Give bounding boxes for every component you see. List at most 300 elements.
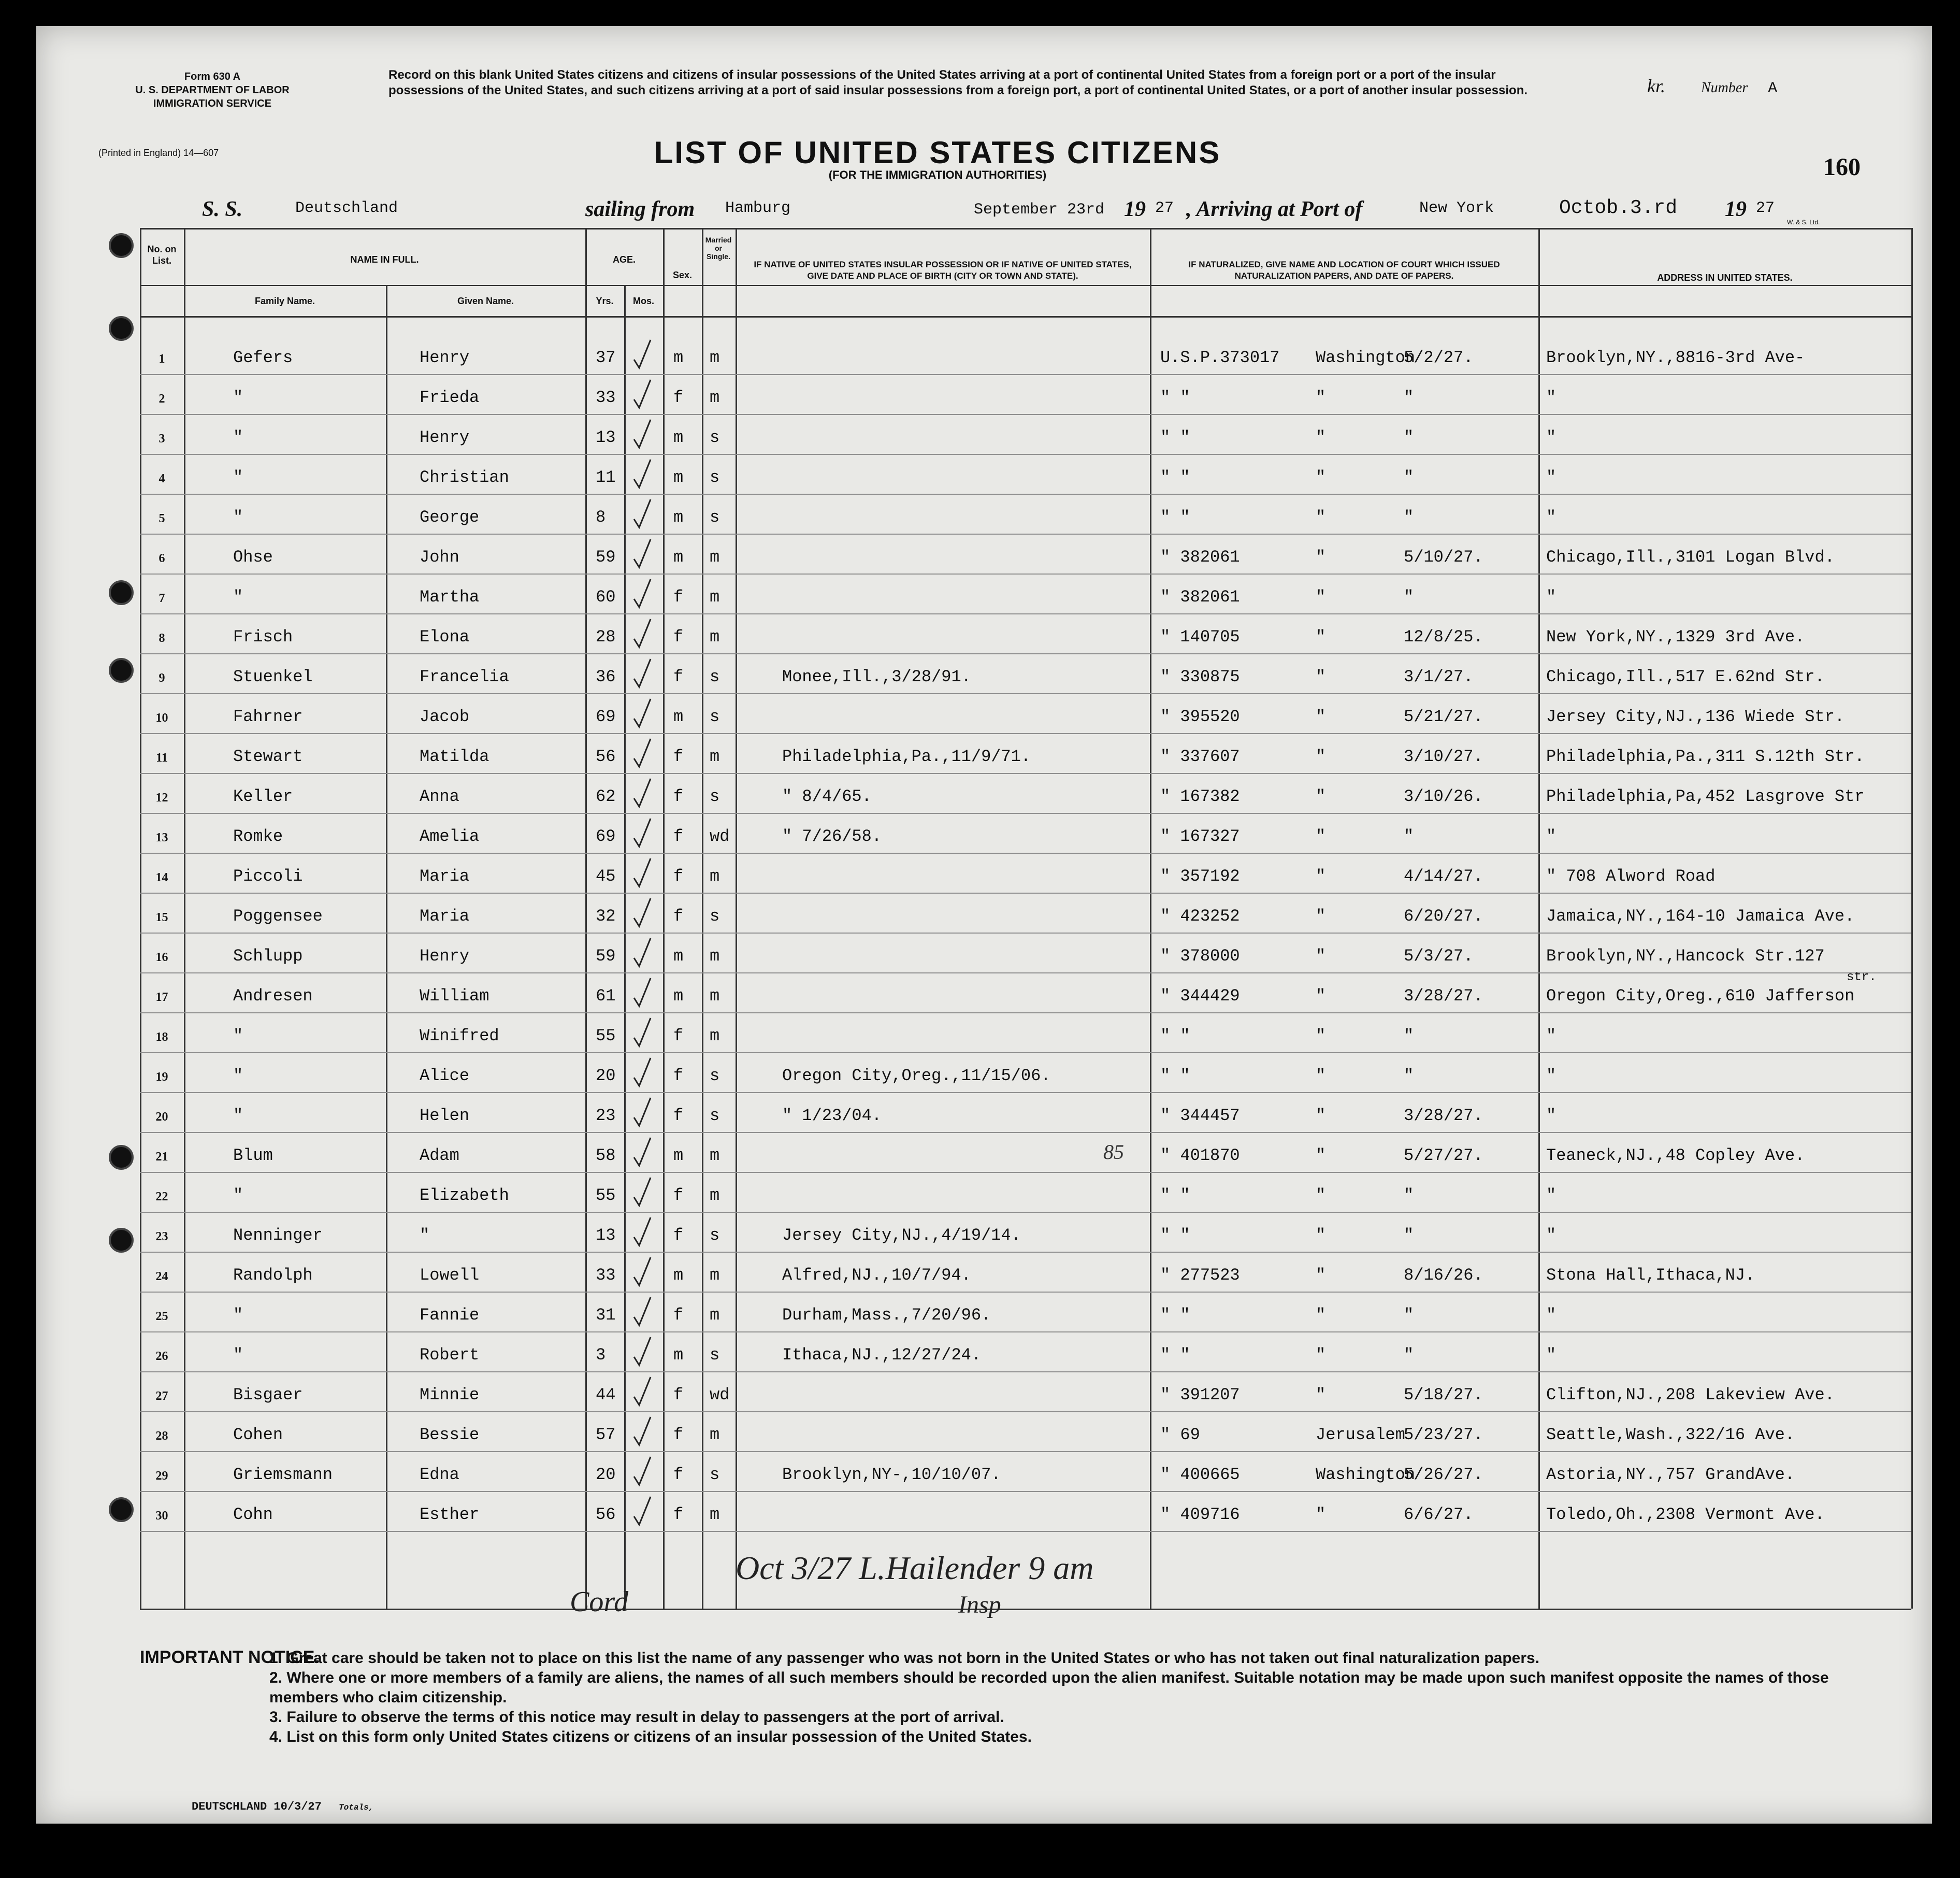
cell-nat2: " bbox=[1316, 747, 1326, 766]
row-rule bbox=[140, 414, 1911, 415]
cell-sex: f bbox=[673, 787, 684, 806]
cell-birth: Brooklyn,NY-,10/10/07. bbox=[782, 1465, 1001, 1484]
check-mark-icon bbox=[632, 976, 653, 1008]
row-rule bbox=[140, 1491, 1911, 1492]
row-rule bbox=[140, 574, 1911, 575]
cell-age: 20 bbox=[596, 1066, 616, 1085]
check-mark-icon bbox=[632, 1016, 653, 1048]
cell-nat1: " 69 bbox=[1160, 1425, 1200, 1444]
form-number: Form 630 A bbox=[184, 71, 241, 82]
check-mark-icon bbox=[632, 1136, 653, 1168]
cell-ms: m bbox=[710, 348, 720, 367]
cell-addr: Toledo,Oh.,2308 Vermont Ave. bbox=[1546, 1505, 1825, 1524]
check-mark-icon bbox=[632, 1175, 653, 1208]
cell-nat3: 5/10/27. bbox=[1404, 548, 1483, 567]
cell-given: Frieda bbox=[420, 388, 480, 407]
cell-no: 28 bbox=[155, 1429, 168, 1443]
cell-nat1: " 344457 bbox=[1160, 1106, 1240, 1125]
row-rule bbox=[140, 1012, 1911, 1013]
cell-ms: m bbox=[710, 548, 720, 567]
cell-no: 27 bbox=[155, 1389, 168, 1403]
cell-ms: m bbox=[710, 867, 720, 886]
col-header-native: IF NATIVE OF UNITED STATES INSULAR POSSESSION OR IF NATIVE OF UNITED STATES, GIVE DATE AND PLACE OF BIRTH (CITY OR TOWN AND STATE). bbox=[754, 260, 1132, 281]
col-header-name: NAME IN FULL. bbox=[350, 254, 419, 265]
col-rule bbox=[184, 228, 185, 1609]
cell-nat1: " 401870 bbox=[1160, 1146, 1240, 1165]
cell-nat3: 5/26/27. bbox=[1404, 1465, 1483, 1484]
check-mark-icon bbox=[632, 577, 653, 609]
cell-sex: m bbox=[673, 548, 684, 567]
cell-given: Winifred bbox=[420, 1026, 499, 1045]
table-bottom-rule bbox=[140, 1609, 1911, 1610]
cell-no: 12 bbox=[155, 791, 168, 805]
cell-family: " bbox=[233, 1306, 243, 1325]
cell-no: 18 bbox=[155, 1030, 168, 1044]
cell-nat3: 12/8/25. bbox=[1404, 627, 1483, 647]
header-bottom-rule bbox=[140, 316, 1911, 318]
cell-sex: f bbox=[673, 907, 684, 926]
cell-nat3: 5/18/27. bbox=[1404, 1385, 1483, 1404]
cell-nat3: 5/27/27. bbox=[1404, 1146, 1483, 1165]
arriving-label: , Arriving at Port of bbox=[1186, 197, 1363, 221]
cell-nat1: " 409716 bbox=[1160, 1505, 1240, 1524]
row-rule bbox=[140, 454, 1911, 455]
cell-sex: f bbox=[673, 1106, 684, 1125]
check-mark-icon bbox=[632, 378, 653, 410]
cell-given: George bbox=[420, 508, 480, 527]
cell-age: 8 bbox=[596, 508, 606, 527]
cell-age: 20 bbox=[596, 1465, 616, 1484]
important-notice bbox=[140, 1647, 1901, 1747]
cell-sex: m bbox=[673, 1266, 684, 1285]
cell-ms: s bbox=[710, 428, 720, 447]
cell-ms: m bbox=[710, 627, 720, 647]
row-rule bbox=[140, 613, 1911, 614]
cell-addr: Clifton,NJ.,208 Lakeview Ave. bbox=[1546, 1385, 1835, 1404]
row-rule bbox=[140, 933, 1911, 934]
date-to: Octob.3.rd bbox=[1559, 197, 1678, 219]
cell-age: 44 bbox=[596, 1385, 616, 1404]
cell-nat1: " " bbox=[1160, 1345, 1190, 1365]
check-mark-icon bbox=[632, 1295, 653, 1327]
cell-nat2: " bbox=[1316, 1106, 1326, 1125]
cell-ms: m bbox=[710, 1266, 720, 1285]
cell-nat2: " bbox=[1316, 548, 1326, 567]
cell-ms: wd bbox=[710, 827, 730, 846]
cell-nat3: 3/10/26. bbox=[1404, 787, 1483, 806]
cell-family: Randolph bbox=[233, 1266, 313, 1285]
cell-family: Schlupp bbox=[233, 947, 303, 966]
cell-family: Andresen bbox=[233, 986, 313, 1006]
notice-item: 3. Failure to observe the terms of this notice may result in delay to passengers at the port of arrival. bbox=[269, 1709, 1004, 1726]
check-mark-icon bbox=[632, 1255, 653, 1287]
cell-nat3: 3/28/27. bbox=[1404, 986, 1483, 1006]
cell-given: Anna bbox=[420, 787, 459, 806]
cell-nat2: " bbox=[1316, 827, 1326, 846]
cell-age: 3 bbox=[596, 1345, 606, 1365]
cell-nat3: 6/6/27. bbox=[1404, 1505, 1474, 1524]
cell-given: Helen bbox=[420, 1106, 470, 1125]
cell-nat3: " bbox=[1404, 508, 1414, 527]
notice-item: 4. List on this form only United States citizens or citizens of an insular possession of the United States. bbox=[269, 1728, 1032, 1745]
cell-no: 8 bbox=[158, 632, 165, 645]
cell-given: Bessie bbox=[420, 1425, 480, 1444]
cell-birth: Monee,Ill.,3/28/91. bbox=[782, 667, 971, 686]
cell-given: Edna bbox=[420, 1465, 459, 1484]
cell-age: 61 bbox=[596, 986, 616, 1006]
cell-nat1: " 277523 bbox=[1160, 1266, 1240, 1285]
cell-no: 24 bbox=[155, 1270, 168, 1283]
port-to: New York bbox=[1419, 199, 1494, 217]
cell-nat2: " bbox=[1316, 468, 1326, 487]
cell-nat3: 3/10/27. bbox=[1404, 747, 1483, 766]
cell-given: Maria bbox=[420, 867, 470, 886]
cell-ms: m bbox=[710, 1186, 720, 1205]
cell-age: 11 bbox=[596, 468, 616, 487]
col-rule bbox=[663, 228, 665, 1609]
cell-nat2: " bbox=[1316, 508, 1326, 527]
punch-hole bbox=[109, 658, 134, 683]
cell-addr: Chicago,Ill.,3101 Logan Blvd. bbox=[1546, 548, 1835, 567]
cell-sex: f bbox=[673, 1306, 684, 1325]
col-header-mos: Mos. bbox=[632, 296, 654, 306]
cell-given: Adam bbox=[420, 1146, 459, 1165]
cell-birth: Durham,Mass.,7/20/96. bbox=[782, 1306, 991, 1325]
cell-age: 45 bbox=[596, 867, 616, 886]
cell-nat3: " bbox=[1404, 428, 1414, 447]
row-rule bbox=[140, 693, 1911, 694]
row-rule bbox=[140, 1451, 1911, 1452]
cell-ms: m bbox=[710, 1505, 720, 1524]
number-value: A bbox=[1768, 80, 1778, 97]
cell-ms: m bbox=[710, 986, 720, 1006]
cell-no: 9 bbox=[158, 671, 165, 685]
cell-nat3: 4/14/27. bbox=[1404, 867, 1483, 886]
cell-nat2: " bbox=[1316, 867, 1326, 886]
cell-no: 11 bbox=[156, 751, 168, 765]
inspector-title: Insp bbox=[958, 1591, 1001, 1618]
page-title: LIST OF UNITED STATES CITIZENS bbox=[654, 135, 1221, 170]
cell-nat3: 8/16/26. bbox=[1404, 1266, 1483, 1285]
row-rule bbox=[140, 1172, 1911, 1173]
cell-family: " bbox=[233, 1345, 243, 1365]
cell-no: 26 bbox=[155, 1350, 168, 1363]
cell-ms: s bbox=[710, 1465, 720, 1484]
check-mark-icon bbox=[632, 338, 653, 370]
cell-sex: f bbox=[673, 1425, 684, 1444]
check-mark-icon bbox=[632, 816, 653, 849]
page-subtitle: (FOR THE IMMIGRATION AUTHORITIES) bbox=[828, 168, 1047, 181]
check-mark-icon bbox=[632, 1495, 653, 1527]
cell-no: 25 bbox=[155, 1310, 168, 1323]
cell-family: Cohen bbox=[233, 1425, 283, 1444]
cell-family: Cohn bbox=[233, 1505, 273, 1524]
list-number bbox=[1647, 75, 1777, 97]
table-right-rule bbox=[1911, 228, 1913, 1609]
cell-nat1: " 167382 bbox=[1160, 787, 1240, 806]
cell-given: Maria bbox=[420, 907, 470, 926]
cell-family: " bbox=[233, 587, 243, 607]
cell-given: Henry bbox=[420, 348, 470, 367]
cell-ms: s bbox=[710, 1066, 720, 1085]
cell-no: 21 bbox=[155, 1150, 168, 1164]
cell-sex: m bbox=[673, 1146, 684, 1165]
row-rule bbox=[140, 534, 1911, 535]
cell-birth: " 7/26/58. bbox=[782, 827, 882, 846]
cell-sex: m bbox=[673, 947, 684, 966]
printer-mark: W. & S. Ltd. bbox=[1787, 219, 1820, 226]
year-prefix-to: 19 bbox=[1725, 197, 1747, 221]
cell-no: 20 bbox=[155, 1110, 168, 1124]
cell-family: " bbox=[233, 508, 243, 527]
cell-nat3: " bbox=[1404, 468, 1414, 487]
cell-nat1: " 382061 bbox=[1160, 587, 1240, 607]
cell-given: Matilda bbox=[420, 747, 489, 766]
cell-given: Minnie bbox=[420, 1385, 480, 1404]
cell-addr: " bbox=[1546, 827, 1557, 846]
cell-family: " bbox=[233, 468, 243, 487]
initials-scribble: Cord bbox=[570, 1586, 629, 1618]
cell-birth: Philadelphia,Pa.,11/9/71. bbox=[782, 747, 1031, 766]
cell-nat2: " bbox=[1316, 388, 1326, 407]
row-rule bbox=[140, 773, 1911, 774]
col-rule bbox=[624, 285, 626, 1609]
cell-nat3: 5/23/27. bbox=[1404, 1425, 1483, 1444]
cell-ms: s bbox=[710, 1106, 720, 1125]
cell-ms: m bbox=[710, 1146, 720, 1165]
str-note: str. bbox=[1847, 970, 1877, 984]
row-rule bbox=[140, 972, 1911, 973]
col-header-family: Family Name. bbox=[254, 296, 315, 306]
cell-no: 29 bbox=[155, 1469, 168, 1483]
cell-nat3: 3/1/27. bbox=[1404, 667, 1474, 686]
cell-nat2: " bbox=[1316, 1026, 1326, 1045]
cell-nat2: Washington bbox=[1316, 1465, 1416, 1484]
cell-ms: m bbox=[710, 587, 720, 607]
cell-sex: m bbox=[673, 348, 684, 367]
cell-sex: m bbox=[673, 428, 684, 447]
notice-item: 1. Great care should be taken not to place on this list the name of any passenger who was not born in the United States or who has not taken out final naturalization papers. bbox=[269, 1650, 1540, 1667]
cell-addr: " bbox=[1546, 1186, 1557, 1205]
cell-addr: " bbox=[1546, 587, 1557, 607]
cell-family: Gefers bbox=[233, 348, 293, 367]
check-mark-icon bbox=[632, 1335, 653, 1367]
check-mark-icon bbox=[632, 1056, 653, 1088]
check-mark-icon bbox=[632, 1415, 653, 1447]
row-rule bbox=[140, 653, 1911, 654]
col-header-married: Married or Single. bbox=[705, 236, 732, 261]
cell-sex: m bbox=[673, 986, 684, 1006]
check-mark-icon bbox=[632, 497, 653, 529]
cell-sex: f bbox=[673, 1385, 684, 1404]
cell-addr: " bbox=[1546, 468, 1557, 487]
cell-nat1: " 391207 bbox=[1160, 1385, 1240, 1404]
cell-sex: f bbox=[673, 867, 684, 886]
cell-sex: f bbox=[673, 1066, 684, 1085]
check-mark-icon bbox=[632, 1455, 653, 1487]
cell-nat1: " " bbox=[1160, 388, 1190, 407]
cell-nat2: " bbox=[1316, 947, 1326, 966]
cell-sex: m bbox=[673, 1345, 684, 1365]
cell-nat2: " bbox=[1316, 1505, 1326, 1524]
cell-addr: " bbox=[1546, 1026, 1557, 1045]
cell-age: 55 bbox=[596, 1026, 616, 1045]
cell-ms: s bbox=[710, 667, 720, 686]
cell-sex: f bbox=[673, 1226, 684, 1245]
header-mid-rule bbox=[140, 285, 1911, 286]
cell-family: Stewart bbox=[233, 747, 303, 766]
cell-addr: Seattle,Wash.,322/16 Ave. bbox=[1546, 1425, 1795, 1444]
cell-given: Martha bbox=[420, 587, 480, 607]
check-mark-icon bbox=[632, 856, 653, 888]
cell-nat1: " 423252 bbox=[1160, 907, 1240, 926]
cell-addr: Chicago,Ill.,517 E.62nd Str. bbox=[1546, 667, 1825, 686]
cell-nat1: " 337607 bbox=[1160, 747, 1240, 766]
cell-given: Esther bbox=[420, 1505, 480, 1524]
check-mark-icon bbox=[632, 1375, 653, 1407]
date-from: September 23rd bbox=[974, 201, 1105, 219]
cell-birth: Jersey City,NJ.,4/19/14. bbox=[782, 1226, 1021, 1245]
port-from: Hamburg bbox=[725, 199, 791, 217]
cell-age: 32 bbox=[596, 907, 616, 926]
cell-no: 2 bbox=[158, 392, 165, 406]
cell-family: Ohse bbox=[233, 548, 273, 567]
check-mark-icon bbox=[632, 1096, 653, 1128]
cell-family: " bbox=[233, 1066, 243, 1085]
cell-nat2: " bbox=[1316, 1186, 1326, 1205]
col-rule bbox=[736, 228, 737, 1609]
cell-no: 10 bbox=[155, 711, 168, 725]
cell-age: 59 bbox=[596, 548, 616, 567]
col-header-yrs: Yrs. bbox=[596, 296, 614, 306]
cell-ms: m bbox=[710, 747, 720, 766]
cell-nat1: " " bbox=[1160, 428, 1190, 447]
cell-addr: Philadelphia,Pa.,311 S.12th Str. bbox=[1546, 747, 1865, 766]
row-rule bbox=[140, 853, 1911, 854]
col-header-naturalized: IF NATURALIZED, GIVE NAME AND LOCATION OF COURT WHICH ISSUED NATURALIZATION PAPERS, AND DATE OF PAPERS. bbox=[1188, 260, 1500, 281]
check-mark-icon bbox=[632, 617, 653, 649]
cell-given: Henry bbox=[420, 428, 470, 447]
punch-hole bbox=[109, 233, 134, 258]
cell-age: 60 bbox=[596, 587, 616, 607]
cell-ms: s bbox=[710, 468, 720, 487]
cell-no: 1 bbox=[158, 352, 165, 366]
cell-nat3: " bbox=[1404, 1066, 1414, 1085]
cell-family: " bbox=[233, 428, 243, 447]
cell-age: 37 bbox=[596, 348, 616, 367]
punch-hole bbox=[109, 1497, 134, 1522]
row-rule bbox=[140, 1052, 1911, 1053]
cell-ms: s bbox=[710, 707, 720, 726]
cell-nat2: " bbox=[1316, 1266, 1326, 1285]
row-rule bbox=[140, 1092, 1911, 1093]
col-header-no: No. on List. bbox=[147, 244, 177, 266]
cell-nat3: " bbox=[1404, 1226, 1414, 1245]
cell-nat2: " bbox=[1316, 667, 1326, 686]
cell-no: 19 bbox=[155, 1070, 168, 1084]
cell-nat1: " 167327 bbox=[1160, 827, 1240, 846]
cell-addr: " 708 Alword Road bbox=[1546, 867, 1716, 886]
cell-ms: s bbox=[710, 907, 720, 926]
cell-nat3: " bbox=[1404, 827, 1414, 846]
col-header-given: Given Name. bbox=[457, 296, 514, 306]
cell-family: Bisgaer bbox=[233, 1385, 303, 1404]
cell-family: Romke bbox=[233, 827, 283, 846]
col-header-age: AGE. bbox=[612, 254, 636, 265]
cell-nat2: " bbox=[1316, 1306, 1326, 1325]
cell-age: 56 bbox=[596, 1505, 616, 1524]
cell-birth: " 1/23/04. bbox=[782, 1106, 882, 1125]
cell-ms: s bbox=[710, 787, 720, 806]
cell-no: 14 bbox=[155, 871, 168, 884]
cell-sex: f bbox=[673, 1505, 684, 1524]
row-rule bbox=[140, 374, 1911, 375]
row-rule bbox=[140, 1252, 1911, 1253]
cell-nat2: " bbox=[1316, 587, 1326, 607]
col-rule bbox=[386, 285, 387, 1609]
sailing-label: sailing from bbox=[585, 197, 695, 221]
row-rule bbox=[140, 813, 1911, 814]
cell-nat2: Jerusalem bbox=[1316, 1425, 1405, 1444]
cell-addr: Oregon City,Oreg.,610 Jafferson bbox=[1546, 986, 1855, 1006]
cell-nat2: " bbox=[1316, 1066, 1326, 1085]
cell-nat1: " " bbox=[1160, 468, 1190, 487]
cell-sex: m bbox=[673, 468, 684, 487]
notice-item: 2. Where one or more members of a family are aliens, the names of all such members should be recorded upon the alien manifest. Suitable notation may be made upon such manifest opposite the names of those members who claim citizenship. bbox=[269, 1669, 1829, 1706]
cell-given: Elizabeth bbox=[420, 1186, 509, 1205]
year-to: 27 bbox=[1756, 199, 1775, 217]
cell-given: Fannie bbox=[420, 1306, 480, 1325]
cell-ms: s bbox=[710, 1345, 720, 1365]
cell-addr: " bbox=[1546, 1345, 1557, 1365]
cell-nat1: " 344429 bbox=[1160, 986, 1240, 1006]
cell-addr: Teaneck,NJ.,48 Copley Ave. bbox=[1546, 1146, 1805, 1165]
cell-given: Christian bbox=[420, 468, 509, 487]
cell-addr: Philadelphia,Pa,452 Lasgrove Str bbox=[1546, 787, 1865, 806]
cell-addr: Brooklyn,NY.,8816-3rd Ave- bbox=[1546, 348, 1805, 367]
cell-nat2: " bbox=[1316, 1226, 1326, 1245]
number-label: Number bbox=[1701, 80, 1748, 96]
cell-sex: f bbox=[673, 667, 684, 686]
cell-family: Nenninger bbox=[233, 1226, 323, 1245]
check-mark-icon bbox=[632, 1215, 653, 1248]
cell-no: 16 bbox=[155, 951, 168, 964]
cell-nat2: " bbox=[1316, 627, 1326, 647]
cell-addr: " bbox=[1546, 1106, 1557, 1125]
cell-family: Stuenkel bbox=[233, 667, 313, 686]
col-rule bbox=[1150, 228, 1151, 1609]
cell-family: Griemsmann bbox=[233, 1465, 333, 1484]
cell-age: 33 bbox=[596, 1266, 616, 1285]
cell-nat1: " " bbox=[1160, 1226, 1190, 1245]
cell-family: Poggensee bbox=[233, 907, 323, 926]
row-rule bbox=[140, 494, 1911, 495]
cell-age: 28 bbox=[596, 627, 616, 647]
page-number: 160 bbox=[1823, 153, 1861, 181]
check-mark-icon bbox=[632, 457, 653, 490]
cell-nat2: " bbox=[1316, 1345, 1326, 1365]
cell-sex: f bbox=[673, 747, 684, 766]
cell-addr: " bbox=[1546, 1306, 1557, 1325]
cell-given: " bbox=[420, 1226, 430, 1245]
footer-totals: Totals, bbox=[339, 1803, 374, 1812]
cell-age: 13 bbox=[596, 1226, 616, 1245]
cell-nat2: " bbox=[1316, 1385, 1326, 1404]
cell-addr: Stona Hall,Ithaca,NJ. bbox=[1546, 1266, 1755, 1285]
cell-addr: Astoria,NY.,757 GrandAve. bbox=[1546, 1465, 1795, 1484]
row-rule bbox=[140, 733, 1911, 734]
cell-ms: wd bbox=[710, 1385, 730, 1404]
